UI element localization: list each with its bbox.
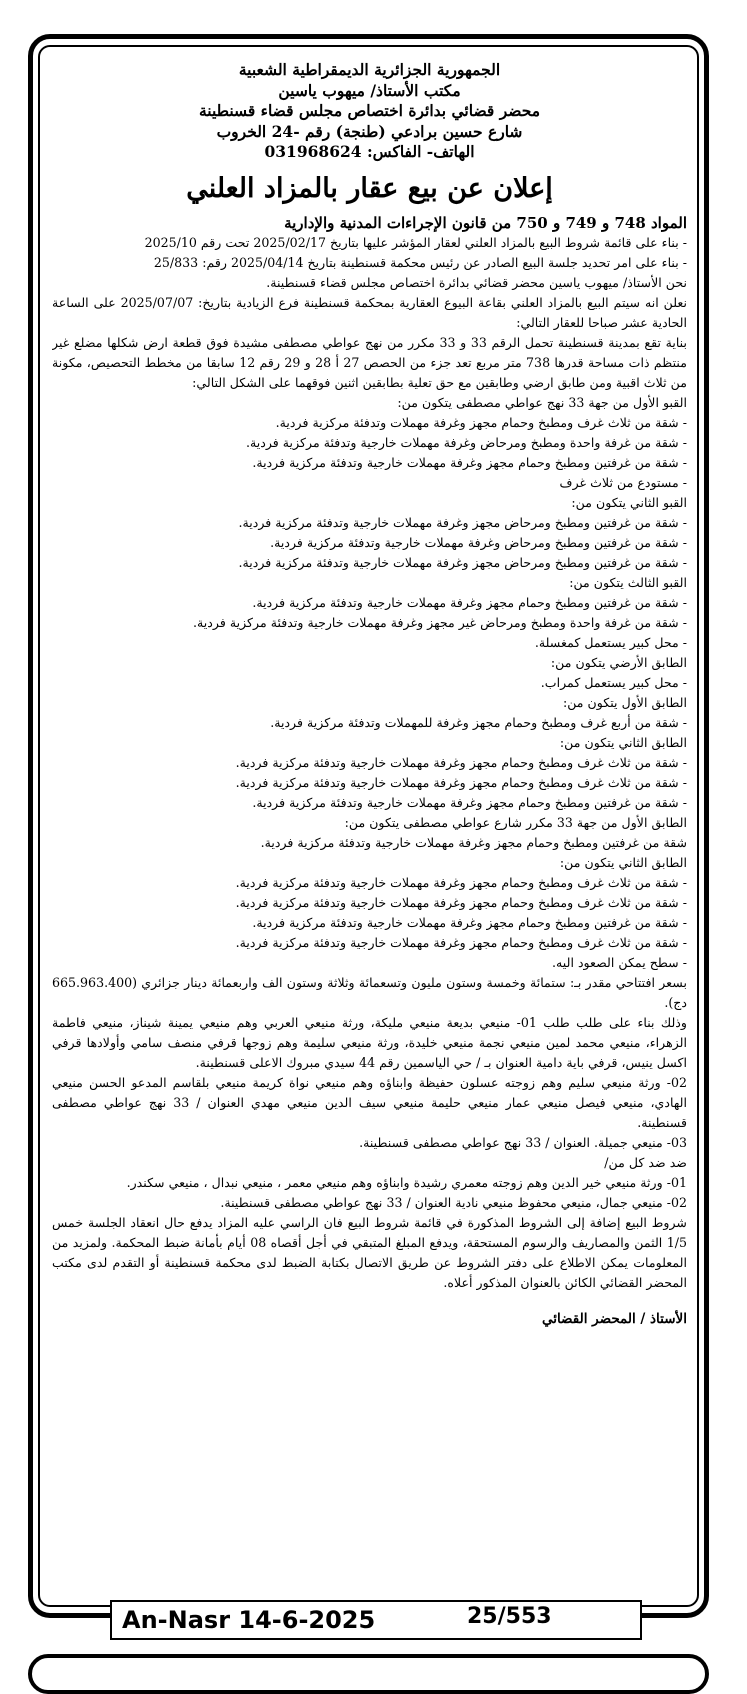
body-paragraph: - شقة من ثلاث غرف ومطبخ وحمام مجهز وغرفة مهملات خارجية وتدفئة مركزية فردية. <box>235 934 687 950</box>
body-paragraph: - شقة من غرفتين ومطبخ وحمام مجهز وغرفة مهملات خارجية وتدفئة مركزية فردية. <box>252 794 687 810</box>
body-paragraph: - شقة من غرفتين ومطبخ ومرحاض مجهز وغرفة مهملات خارجية وتدفئة مركزية فردية. <box>238 514 687 530</box>
signature: الأستاذ / المحضر القضائي <box>541 1310 687 1327</box>
body-paragraph: - شقة من غرفتين ومطبخ وحمام مجهز وغرفة مهملات خارجية وتدفئة مركزية فردية. <box>252 914 687 930</box>
body-paragraph: بناية تقع بمدينة قسنطينة تحمل الرقم 33 و 33 مكرر من نهج عواطي مصطفى مشيدة فوق قطعة ارض شكلها مضلع غير منتظم ذات مساحة قدرها 738 متر مربع تعد جزء من الحصص 27 أ 28 و 29 رقم 12 سابقا من مخطط التحصيص، مكونة من ثلاث اقبية ومن طابق ارضي وطابقين مع حق تعلية بطابقين اثنين فوقهما على الشكل التالي: <box>52 334 687 390</box>
reference-number: 25/553 <box>467 1604 552 1629</box>
body-paragraph: 02- ورثة منيعي سليم وهم زوجته عسلون حفيظة وابناؤه وهم منيعي نواة كريمة منيعي بلقاسم المدعو الحسن منيعي الهادي، منيعي فيصل منيعي عمار منيعي حليمة منيعي سيف الدين منيعي مهدي العنوان / 33 نهج عواطي مصطفى قسنطينة. <box>52 1074 687 1130</box>
header-line: الهاتف- الفاكس: 031968624 <box>264 142 475 161</box>
body-paragraph: بسعر افتتاحي مقدر بـ: ستمائة وخمسة وستون مليون وتسعمائة وثلاثة وستون الف واربعمائة دينار جزائري (665.963.400 دج). <box>52 974 687 1010</box>
body-paragraph: شروط البيع إضافة إلى الشروط المذكورة في قائمة شروط البيع فان الراسي عليه المزاد يدفع حال انعقاد الجلسة خمس 1/5 الثمن والمصاريف والرسوم المستحقة، ويدفع المبلغ المتبقي في أجل أقصاه 08 أيام بأمانة ضبط المحكمة. ولمزيد من المعلومات يمكن الاطلاع على دفتر الشروط عن طريق الاتصال بكتابة الضبط لدى محكمة قسنطينة أو التقدم لدى مكتب المحضر القضائي الكائن بالعنوان المذكور أعلاه. <box>52 1214 687 1290</box>
body-paragraph: - شقة من أربع غرف ومطبخ وحمام مجهز وغرفة للمهملات وتدفئة مركزية فردية. <box>270 714 687 730</box>
body-paragraph: القبو الأول من جهة 33 نهج عواطي مصطفى يتكون من: <box>397 394 687 410</box>
body-paragraph: القبو الثالث يتكون من: <box>569 574 687 590</box>
body-paragraph: - شقة من ثلاث غرف ومطبخ وحمام مجهز وغرفة مهملات خارجية وتدفئة مركزية فردية. <box>235 754 687 770</box>
body-paragraph: 01- ورثة منيعي خير الدين وهم زوجته معمري رشيدة وابناؤه وهم منيعي معمر ، منيعي نبدال ، منيعي سكندر. <box>126 1174 687 1190</box>
next-frame-edge <box>28 1654 709 1694</box>
body-paragraph: القبو الثاني يتكون من: <box>571 494 687 510</box>
announcement-body <box>52 233 687 1293</box>
body-paragraph: ضد ضد كل من/ <box>604 1154 687 1170</box>
header <box>52 60 687 163</box>
header-line: شارع حسين برادعي (طنجة) رقم -24 الخروب <box>216 121 523 141</box>
body-paragraph: - شقة من ثلاث غرف ومطبخ وحمام مجهز وغرفة مهملات خارجية وتدفئة مركزية فردية. <box>235 894 687 910</box>
body-paragraph: - محل كبير يستعمل كمراب. <box>540 674 687 690</box>
body-paragraph: - بناء على قائمة شروط البيع بالمزاد العلني لعقار المؤشر عليها بتاريخ 2025/02/17 تحت رقم 2025/10 <box>144 234 687 250</box>
body-paragraph: الطابق الأول من جهة 33 مكرر شارع عواطي مصطفى يتكون من: <box>344 814 687 830</box>
body-paragraph: نحن الأستاذ/ ميهوب ياسين محضر قضائي بدائرة اختصاص مجلس قضاء قسنطينة. <box>266 274 687 290</box>
body-paragraph: - شقة من غرفتين ومطبخ ومرحاض وغرفة مهملات خارجية وتدفئة مركزية فردية. <box>270 534 687 550</box>
body-paragraph: وذلك بناء على طلب طلب 01- منيعي بديعة منيعي مليكة، ورثة منيعي العربي وهم منيعي يمينة شيناز، منيعي فاطمة الزهراء، منيعي محمد لمين منيعي نجمة منيعي خليدة، ورثة منيعي سليمة وهم زوجها قرفي منصف سامي وأولادها قرفي اكسل ينيس، قرفي باية دامية العنوان بـ / حي الياسمين رقم 44 سيدي مبروك الاعلى قسنطينة. <box>52 1014 687 1070</box>
body-paragraph: - شقة من ثلاث غرف ومطبخ وحمام مجهز وغرفة مهملات خارجية وتدفئة مركزية فردية. <box>235 874 687 890</box>
body-paragraph: - محل كبير يستعمل كمغسلة. <box>534 634 687 650</box>
header-line: مكتب الأستاذ/ ميهوب ياسين <box>278 80 461 100</box>
body-paragraph: - شقة من غرفة واحدة ومطبخ ومرحاض وغرفة مهملات خارجية وتدفئة مركزية فردية. <box>245 434 687 450</box>
header-line: الجمهورية الجزائرية الديمقراطية الشعبية <box>238 60 501 79</box>
announcement-title: إعلان عن بيع عقار بالمزاد العلني <box>186 172 553 204</box>
body-paragraph: نعلن انه سيتم البيع بالمزاد العلني بقاعة البيوع العقارية بمحكمة قسنطينة فرع الزيادية بتاريخ: 2025/07/07 على الساعة الحادية عشر صباحا للعقار التالي: <box>52 294 687 330</box>
body-paragraph: - شقة من غرفتين ومطبخ ومرحاض مجهز وغرفة مهملات خارجية وتدفئة مركزية فردية. <box>238 554 687 570</box>
body-paragraph: - شقة من ثلاث غرف ومطبخ وحمام مجهز وغرفة مهملات خارجية وتدفئة مركزية فردية. <box>235 774 687 790</box>
announcement-content <box>52 60 687 1580</box>
law-reference: المواد 748 و 749 و 750 من قانون الإجراءات المدنية والإدارية <box>284 213 687 232</box>
body-paragraph: - شقة من غرفتين ومطبخ وحمام مجهز وغرفة مهملات خارجية وتدفئة مركزية فردية. <box>252 594 687 610</box>
body-paragraph: - شقة من ثلاث غرف ومطبخ وحمام مجهز وغرفة مهملات وتدفئة مركزية فردية. <box>275 414 687 430</box>
body-paragraph: الطابق الثاني يتكون من: <box>559 734 687 750</box>
body-paragraph: الطابق الثاني يتكون من: <box>559 854 687 870</box>
body-paragraph: 03- منيعي جميلة. العنوان / 33 نهج عواطي مصطفى قسنطينة. <box>359 1134 687 1150</box>
body-paragraph: 02- منيعي جمال، منيعي محفوظ منيعي نادية العنوان / 33 نهج عواطي مصطفى قسنطينة. <box>220 1194 687 1210</box>
footer-bar <box>110 1600 642 1640</box>
body-paragraph: - بناء على امر تحديد جلسة البيع الصادر عن رئيس محكمة قسنطينة بتاريخ 2025/04/14 رقم: 25/833 <box>153 254 687 270</box>
body-paragraph: شقة من غرفتين ومطبخ وحمام مجهز وغرفة مهملات خارجية وتدفئة مركزية فردية. <box>260 834 687 850</box>
body-paragraph: - شقة من غرفة واحدة ومطبخ ومرحاض غير مجهز وغرفة مهملات خارجية وتدفئة مركزية فردية. <box>193 614 687 630</box>
body-paragraph: - شقة من غرفتين ومطبخ وحمام مجهز وغرفة مهملات خارجية وتدفئة مركزية فردية. <box>252 454 687 470</box>
body-paragraph: - سطح يمكن الصعود اليه. <box>552 954 687 970</box>
header-line: محضر قضائي بدائرة اختصاص مجلس قضاء قسنطينة <box>198 101 541 120</box>
body-paragraph: الطابق الأرضي يتكون من: <box>550 654 687 670</box>
body-paragraph: - مستودع من ثلاث غرف <box>559 474 687 490</box>
body-paragraph: الطابق الأول يتكون من: <box>562 694 687 710</box>
newspaper-label: An-Nasr 14-6-2025 <box>122 1606 376 1634</box>
